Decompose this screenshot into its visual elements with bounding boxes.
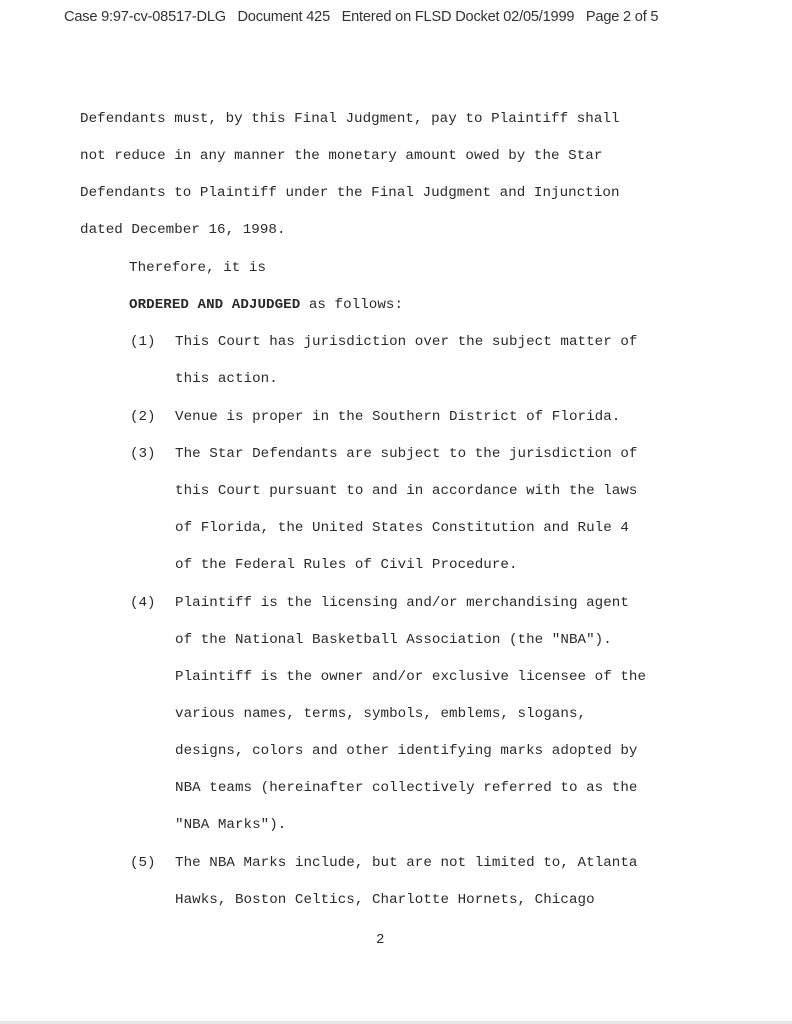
item-line: of the National Basketball Association (the "NBA"). bbox=[175, 632, 612, 648]
ordered-bold: ORDERED AND ADJUDGED bbox=[129, 297, 301, 313]
body-line: dated December 16, 1998. bbox=[80, 222, 286, 238]
item-number: (5) bbox=[130, 855, 156, 871]
item-line: this action. bbox=[175, 371, 278, 387]
item-line: of Florida, the United States Constitution and Rule 4 bbox=[175, 520, 629, 536]
document-number: Document 425 bbox=[237, 9, 330, 25]
page-number: 2 bbox=[376, 932, 385, 948]
item-line: of the Federal Rules of Civil Procedure. bbox=[175, 557, 518, 573]
item-line: Plaintiff is the licensing and/or merchandising agent bbox=[175, 595, 629, 611]
item-line: This Court has jurisdiction over the subject matter of bbox=[175, 334, 638, 350]
item-number: (3) bbox=[130, 446, 156, 462]
item-number: (1) bbox=[130, 334, 156, 350]
item-line: "NBA Marks"). bbox=[175, 817, 287, 833]
therefore-line: Therefore, it is bbox=[129, 260, 267, 276]
ordered-line bbox=[129, 296, 403, 314]
page-count: Page 2 of 5 bbox=[585, 9, 659, 25]
body-line: not reduce in any manner the monetary amount owed by the Star bbox=[80, 148, 603, 164]
item-line: The NBA Marks include, but are not limited to, Atlanta bbox=[175, 855, 638, 871]
item-line: various names, terms, symbols, emblems, slogans, bbox=[175, 706, 587, 722]
docket-header bbox=[64, 9, 658, 25]
body-line: Defendants to Plaintiff under the Final Judgment and Injunction bbox=[80, 185, 620, 201]
item-line: NBA teams (hereinafter collectively referred to as the bbox=[175, 780, 638, 796]
item-line: Hawks, Boston Celtics, Charlotte Hornets, Chicago bbox=[175, 892, 595, 908]
ordered-rest: as follows: bbox=[300, 297, 404, 313]
item-line: The Star Defendants are subject to the jurisdiction of bbox=[175, 446, 638, 462]
item-number: (2) bbox=[130, 409, 156, 425]
entered-date: Entered on FLSD Docket 02/05/1999 bbox=[341, 9, 575, 25]
item-line: Plaintiff is the owner and/or exclusive licensee of the bbox=[175, 669, 647, 685]
body-line: Defendants must, by this Final Judgment, pay to Plaintiff shall bbox=[80, 111, 620, 127]
case-number: Case 9:97-cv-08517-DLG bbox=[64, 9, 226, 25]
item-number: (4) bbox=[130, 595, 156, 611]
item-line: designs, colors and other identifying marks adopted by bbox=[175, 743, 638, 759]
item-line: this Court pursuant to and in accordance with the laws bbox=[175, 483, 638, 499]
item-line: Venue is proper in the Southern District of Florida. bbox=[175, 409, 621, 425]
